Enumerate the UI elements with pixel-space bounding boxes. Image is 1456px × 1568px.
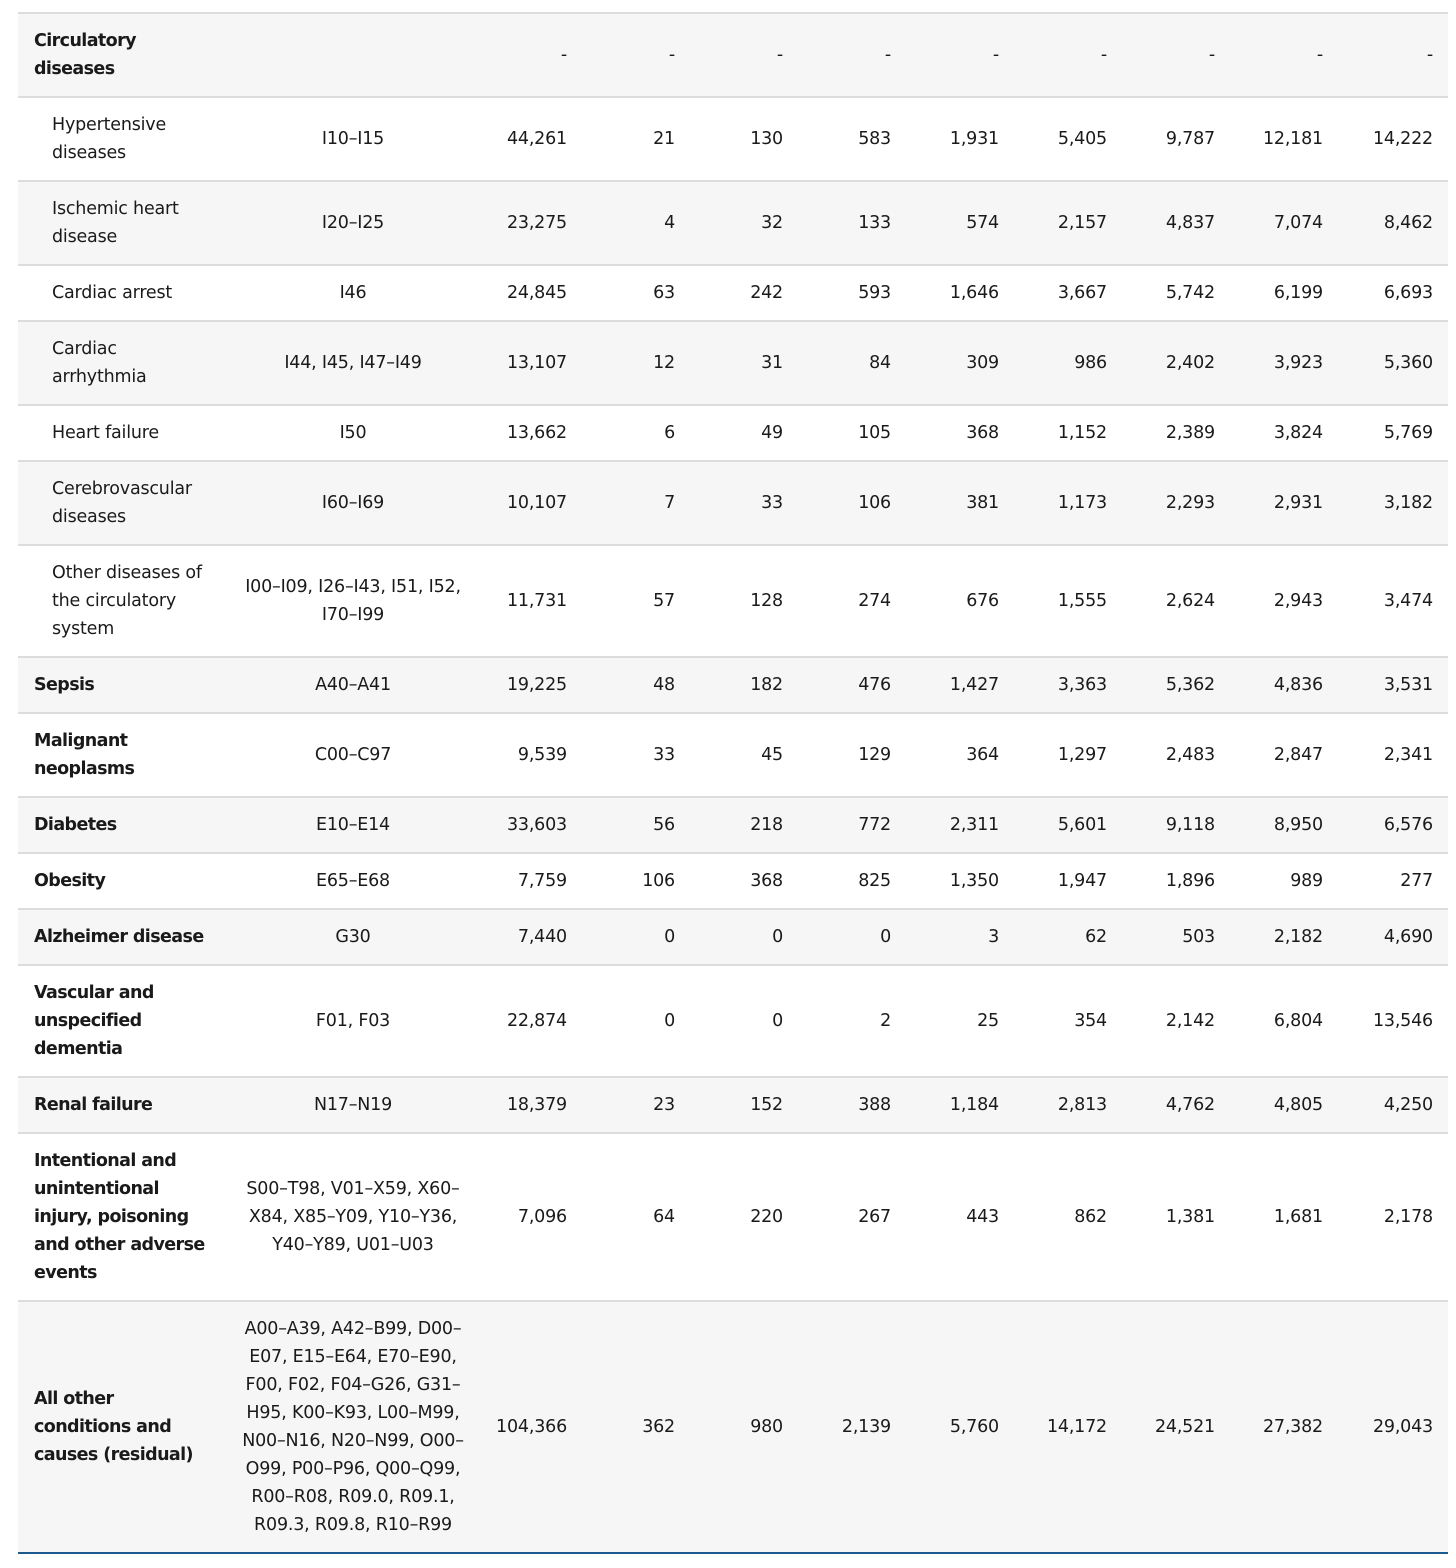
age-group-value: 106	[582, 853, 690, 909]
icd-codes: C00–C97	[230, 713, 476, 797]
age-group-value: 4,805	[1230, 1077, 1338, 1133]
age-group-value: 1,646	[906, 265, 1014, 321]
age-group-value: 3	[906, 909, 1014, 965]
age-group-value: 2,182	[1230, 909, 1338, 965]
age-group-value: 989	[1230, 853, 1338, 909]
age-group-value: 133	[798, 181, 906, 265]
age-group-value: 980	[750, 1417, 783, 1437]
age-group-value: 105	[798, 405, 906, 461]
age-group-value: 5,601	[1014, 797, 1122, 853]
age-group-value: 1,896	[1122, 853, 1230, 909]
age-group-value: 354	[1014, 965, 1122, 1077]
age-group-value: 4,837	[1122, 181, 1230, 265]
table-row	[18, 909, 1448, 965]
icd-codes: E10–E14	[230, 797, 476, 853]
age-group-value: 6,693	[1338, 265, 1448, 321]
age-group-value: -	[690, 13, 798, 97]
age-group-value: 1,184	[906, 1077, 1014, 1133]
icd-codes: I10–I15	[230, 97, 476, 181]
table-row	[18, 1301, 1448, 1553]
age-group-value: 242	[690, 265, 798, 321]
age-group-value: 3,923	[1230, 321, 1338, 405]
age-group-value: 2,483	[1122, 713, 1230, 797]
total-deaths: 13,662	[476, 405, 582, 461]
total-deaths: 24,845	[476, 265, 582, 321]
age-group-value: 2,931	[1230, 461, 1338, 545]
age-group-value: 772	[798, 797, 906, 853]
age-group-value: 5,769	[1338, 405, 1448, 461]
age-group-value: 2,157	[1014, 181, 1122, 265]
age-group-value: 14,222	[1338, 97, 1448, 181]
age-group-value: 23	[582, 1077, 690, 1133]
table-row	[18, 13, 1448, 97]
total-deaths: 18,379	[476, 1077, 582, 1133]
age-group-value: 574	[906, 181, 1014, 265]
age-group-value: 2	[798, 965, 906, 1077]
age-group-value: 381	[906, 461, 1014, 545]
total-deaths: 7,440	[476, 909, 582, 965]
icd-codes: N17–N19	[230, 1077, 476, 1133]
age-group-value: 2,311	[906, 797, 1014, 853]
age-group-value: 986	[1014, 321, 1122, 405]
total-deaths: 13,107	[476, 321, 582, 405]
table-row	[18, 97, 1448, 181]
age-group-value: 2,139	[841, 1417, 891, 1437]
age-group-value: 309	[906, 321, 1014, 405]
icd-codes: A00–A39, A42–B99, D00–E07, E15–E64, E70–E90, F00, F02, F04–G26, G31–H95, K00–K93, L00–M99, N00–N16, N20–N99, O00–O99, P00–P96, Q00–Q99, R00–R08, R09.0, R09.1, R09.3, R09.8, R10–R99	[242, 1319, 464, 1535]
age-group-value: 48	[582, 657, 690, 713]
icd-codes: S00–T98, V01–X59, X60–X84, X85–Y09, Y10–Y36, Y40–Y89, U01–U03	[230, 1133, 476, 1301]
age-group-value: 2,402	[1122, 321, 1230, 405]
age-group-value: 6,576	[1338, 797, 1448, 853]
age-group-value: 583	[798, 97, 906, 181]
age-group-value: 4,690	[1338, 909, 1448, 965]
cause-name: Sepsis	[18, 657, 230, 713]
cause-name: Heart failure	[18, 405, 230, 461]
age-group-value: 1,173	[1014, 461, 1122, 545]
icd-codes: I00–I09, I26–I43, I51, I52, I70–I99	[230, 545, 476, 657]
age-group-value: 2,178	[1338, 1133, 1448, 1301]
age-group-value: 220	[690, 1133, 798, 1301]
table-row	[18, 181, 1448, 265]
age-group-value: 3,824	[1230, 405, 1338, 461]
age-group-value: 5,405	[1014, 97, 1122, 181]
age-group-value: 31	[690, 321, 798, 405]
total-deaths: 7,759	[476, 853, 582, 909]
total-deaths: 23,275	[476, 181, 582, 265]
icd-codes: A40–A41	[230, 657, 476, 713]
age-group-value: 1,427	[906, 657, 1014, 713]
age-group-value: 4	[582, 181, 690, 265]
age-group-value: 12	[582, 321, 690, 405]
age-group-value: 130	[690, 97, 798, 181]
total-deaths: 7,096	[476, 1133, 582, 1301]
age-group-value: -	[906, 13, 1014, 97]
table-row	[18, 1077, 1448, 1133]
total-deaths: 19,225	[476, 657, 582, 713]
age-group-value: 5,742	[1122, 265, 1230, 321]
age-group-value: 476	[798, 657, 906, 713]
age-group-value: 1,152	[1014, 405, 1122, 461]
age-group-value: 0	[582, 965, 690, 1077]
age-group-value: 8,462	[1338, 181, 1448, 265]
age-group-value: 2,943	[1230, 545, 1338, 657]
cause-name: Vascular and unspecified dementia	[18, 965, 230, 1077]
age-group-value: 0	[690, 909, 798, 965]
age-group-value: 4,836	[1230, 657, 1338, 713]
causes-of-death-table	[18, 12, 1448, 1554]
icd-codes: I44, I45, I47–I49	[230, 321, 476, 405]
age-group-value: 84	[798, 321, 906, 405]
age-group-value: 63	[582, 265, 690, 321]
total-deaths: -	[476, 13, 582, 97]
cause-name: Intentional and unintentional injury, poisoning and other adverse events	[18, 1133, 230, 1301]
age-group-value: 49	[690, 405, 798, 461]
age-group-value: 1,350	[906, 853, 1014, 909]
age-group-value: 106	[798, 461, 906, 545]
age-group-value: 182	[690, 657, 798, 713]
age-group-value: 1,381	[1122, 1133, 1230, 1301]
age-group-value: 29,043	[1372, 1417, 1433, 1437]
age-group-value: 33	[582, 713, 690, 797]
age-group-value: -	[1338, 13, 1448, 97]
age-group-value: 0	[582, 909, 690, 965]
table-body	[18, 13, 1448, 1553]
age-group-value: 5,362	[1122, 657, 1230, 713]
cause-name: Other diseases of the circulatory system	[18, 545, 230, 657]
age-group-value: 3,474	[1338, 545, 1448, 657]
total-deaths: 22,874	[476, 965, 582, 1077]
age-group-value: 56	[582, 797, 690, 853]
age-group-value: 129	[798, 713, 906, 797]
age-group-value: 14,172	[1046, 1417, 1107, 1437]
age-group-value: 9,787	[1122, 97, 1230, 181]
age-group-value: 12,181	[1230, 97, 1338, 181]
table-row	[18, 657, 1448, 713]
age-group-value: 2,142	[1122, 965, 1230, 1077]
table-row	[18, 461, 1448, 545]
cause-name: All other conditions and causes (residual)	[34, 1389, 193, 1465]
icd-codes: I50	[230, 405, 476, 461]
age-group-value: 3,531	[1338, 657, 1448, 713]
cause-name: Cardiac arrhythmia	[18, 321, 230, 405]
age-group-value: 7	[582, 461, 690, 545]
cause-name: Alzheimer disease	[18, 909, 230, 965]
cause-name: Malignant neoplasms	[18, 713, 230, 797]
age-group-value: 45	[690, 713, 798, 797]
age-group-value: 13,546	[1338, 965, 1448, 1077]
table-row	[18, 265, 1448, 321]
table-row	[18, 853, 1448, 909]
table-row	[18, 321, 1448, 405]
age-group-value: -	[1230, 13, 1338, 97]
age-group-value: 5,360	[1338, 321, 1448, 405]
age-group-value: 6,199	[1230, 265, 1338, 321]
cause-name: Renal failure	[18, 1077, 230, 1133]
age-group-value: -	[582, 13, 690, 97]
age-group-value: 1,947	[1014, 853, 1122, 909]
age-group-value: 388	[798, 1077, 906, 1133]
age-group-value: 6	[582, 405, 690, 461]
cause-name: Obesity	[18, 853, 230, 909]
age-group-value: 503	[1122, 909, 1230, 965]
age-group-value: -	[1014, 13, 1122, 97]
age-group-value: 0	[798, 909, 906, 965]
age-group-value: 6,804	[1230, 965, 1338, 1077]
icd-codes: E65–E68	[230, 853, 476, 909]
age-group-value: 1,297	[1014, 713, 1122, 797]
cause-name: Ischemic heart disease	[18, 181, 230, 265]
table-row	[18, 797, 1448, 853]
age-group-value: 4,762	[1122, 1077, 1230, 1133]
age-group-value: 21	[582, 97, 690, 181]
age-group-value: 1,681	[1230, 1133, 1338, 1301]
icd-codes	[230, 13, 476, 97]
age-group-value: 33	[690, 461, 798, 545]
total-deaths: 33,603	[476, 797, 582, 853]
age-group-value: 27,382	[1262, 1417, 1323, 1437]
age-group-value: 24,521	[1154, 1417, 1215, 1437]
age-group-value: 2,847	[1230, 713, 1338, 797]
table-row	[18, 545, 1448, 657]
age-group-value: 274	[798, 545, 906, 657]
cause-name: Hypertensive diseases	[18, 97, 230, 181]
age-group-value: 152	[690, 1077, 798, 1133]
age-group-value: 277	[1338, 853, 1448, 909]
age-group-value: 593	[798, 265, 906, 321]
table-row	[18, 713, 1448, 797]
age-group-value: 57	[582, 545, 690, 657]
age-group-value: 3,182	[1338, 461, 1448, 545]
total-deaths: 11,731	[476, 545, 582, 657]
age-group-value: 2,813	[1014, 1077, 1122, 1133]
age-group-value: -	[1122, 13, 1230, 97]
age-group-value: 9,118	[1122, 797, 1230, 853]
table-row	[18, 1133, 1448, 1301]
age-group-value: 25	[906, 965, 1014, 1077]
age-group-value: 218	[690, 797, 798, 853]
icd-codes: F01, F03	[230, 965, 476, 1077]
age-group-value: 8,950	[1230, 797, 1338, 853]
age-group-value: 362	[642, 1417, 675, 1437]
age-group-value: 3,667	[1014, 265, 1122, 321]
age-group-value: 2,389	[1122, 405, 1230, 461]
table-row	[18, 965, 1448, 1077]
age-group-value: 368	[906, 405, 1014, 461]
age-group-value: 267	[798, 1133, 906, 1301]
age-group-value: 825	[798, 853, 906, 909]
age-group-value: 4,250	[1338, 1077, 1448, 1133]
cause-name: Cerebrovascular diseases	[18, 461, 230, 545]
age-group-value: 2,341	[1338, 713, 1448, 797]
icd-codes: I60–I69	[230, 461, 476, 545]
icd-codes: I46	[230, 265, 476, 321]
age-group-value: 2,293	[1122, 461, 1230, 545]
cause-name: Cardiac arrest	[18, 265, 230, 321]
icd-codes: G30	[230, 909, 476, 965]
age-group-value: 3,363	[1014, 657, 1122, 713]
total-deaths: 44,261	[476, 97, 582, 181]
age-group-value: 2,624	[1122, 545, 1230, 657]
age-group-value: -	[798, 13, 906, 97]
age-group-value: 0	[690, 965, 798, 1077]
age-group-value: 443	[906, 1133, 1014, 1301]
age-group-value: 1,555	[1014, 545, 1122, 657]
age-group-value: 32	[690, 181, 798, 265]
total-deaths: 104,366	[496, 1417, 567, 1437]
age-group-value: 128	[690, 545, 798, 657]
icd-codes: I20–I25	[230, 181, 476, 265]
age-group-value: 1,931	[906, 97, 1014, 181]
age-group-value: 7,074	[1230, 181, 1338, 265]
age-group-value: 62	[1014, 909, 1122, 965]
age-group-value: 368	[690, 853, 798, 909]
age-group-value: 862	[1014, 1133, 1122, 1301]
total-deaths: 9,539	[476, 713, 582, 797]
age-group-value: 364	[906, 713, 1014, 797]
table-row	[18, 405, 1448, 461]
age-group-value: 676	[906, 545, 1014, 657]
age-group-value: 64	[582, 1133, 690, 1301]
total-deaths: 10,107	[476, 461, 582, 545]
age-group-value: 5,760	[949, 1417, 999, 1437]
cause-name: Diabetes	[18, 797, 230, 853]
cause-name: Circulatory diseases	[18, 13, 230, 97]
